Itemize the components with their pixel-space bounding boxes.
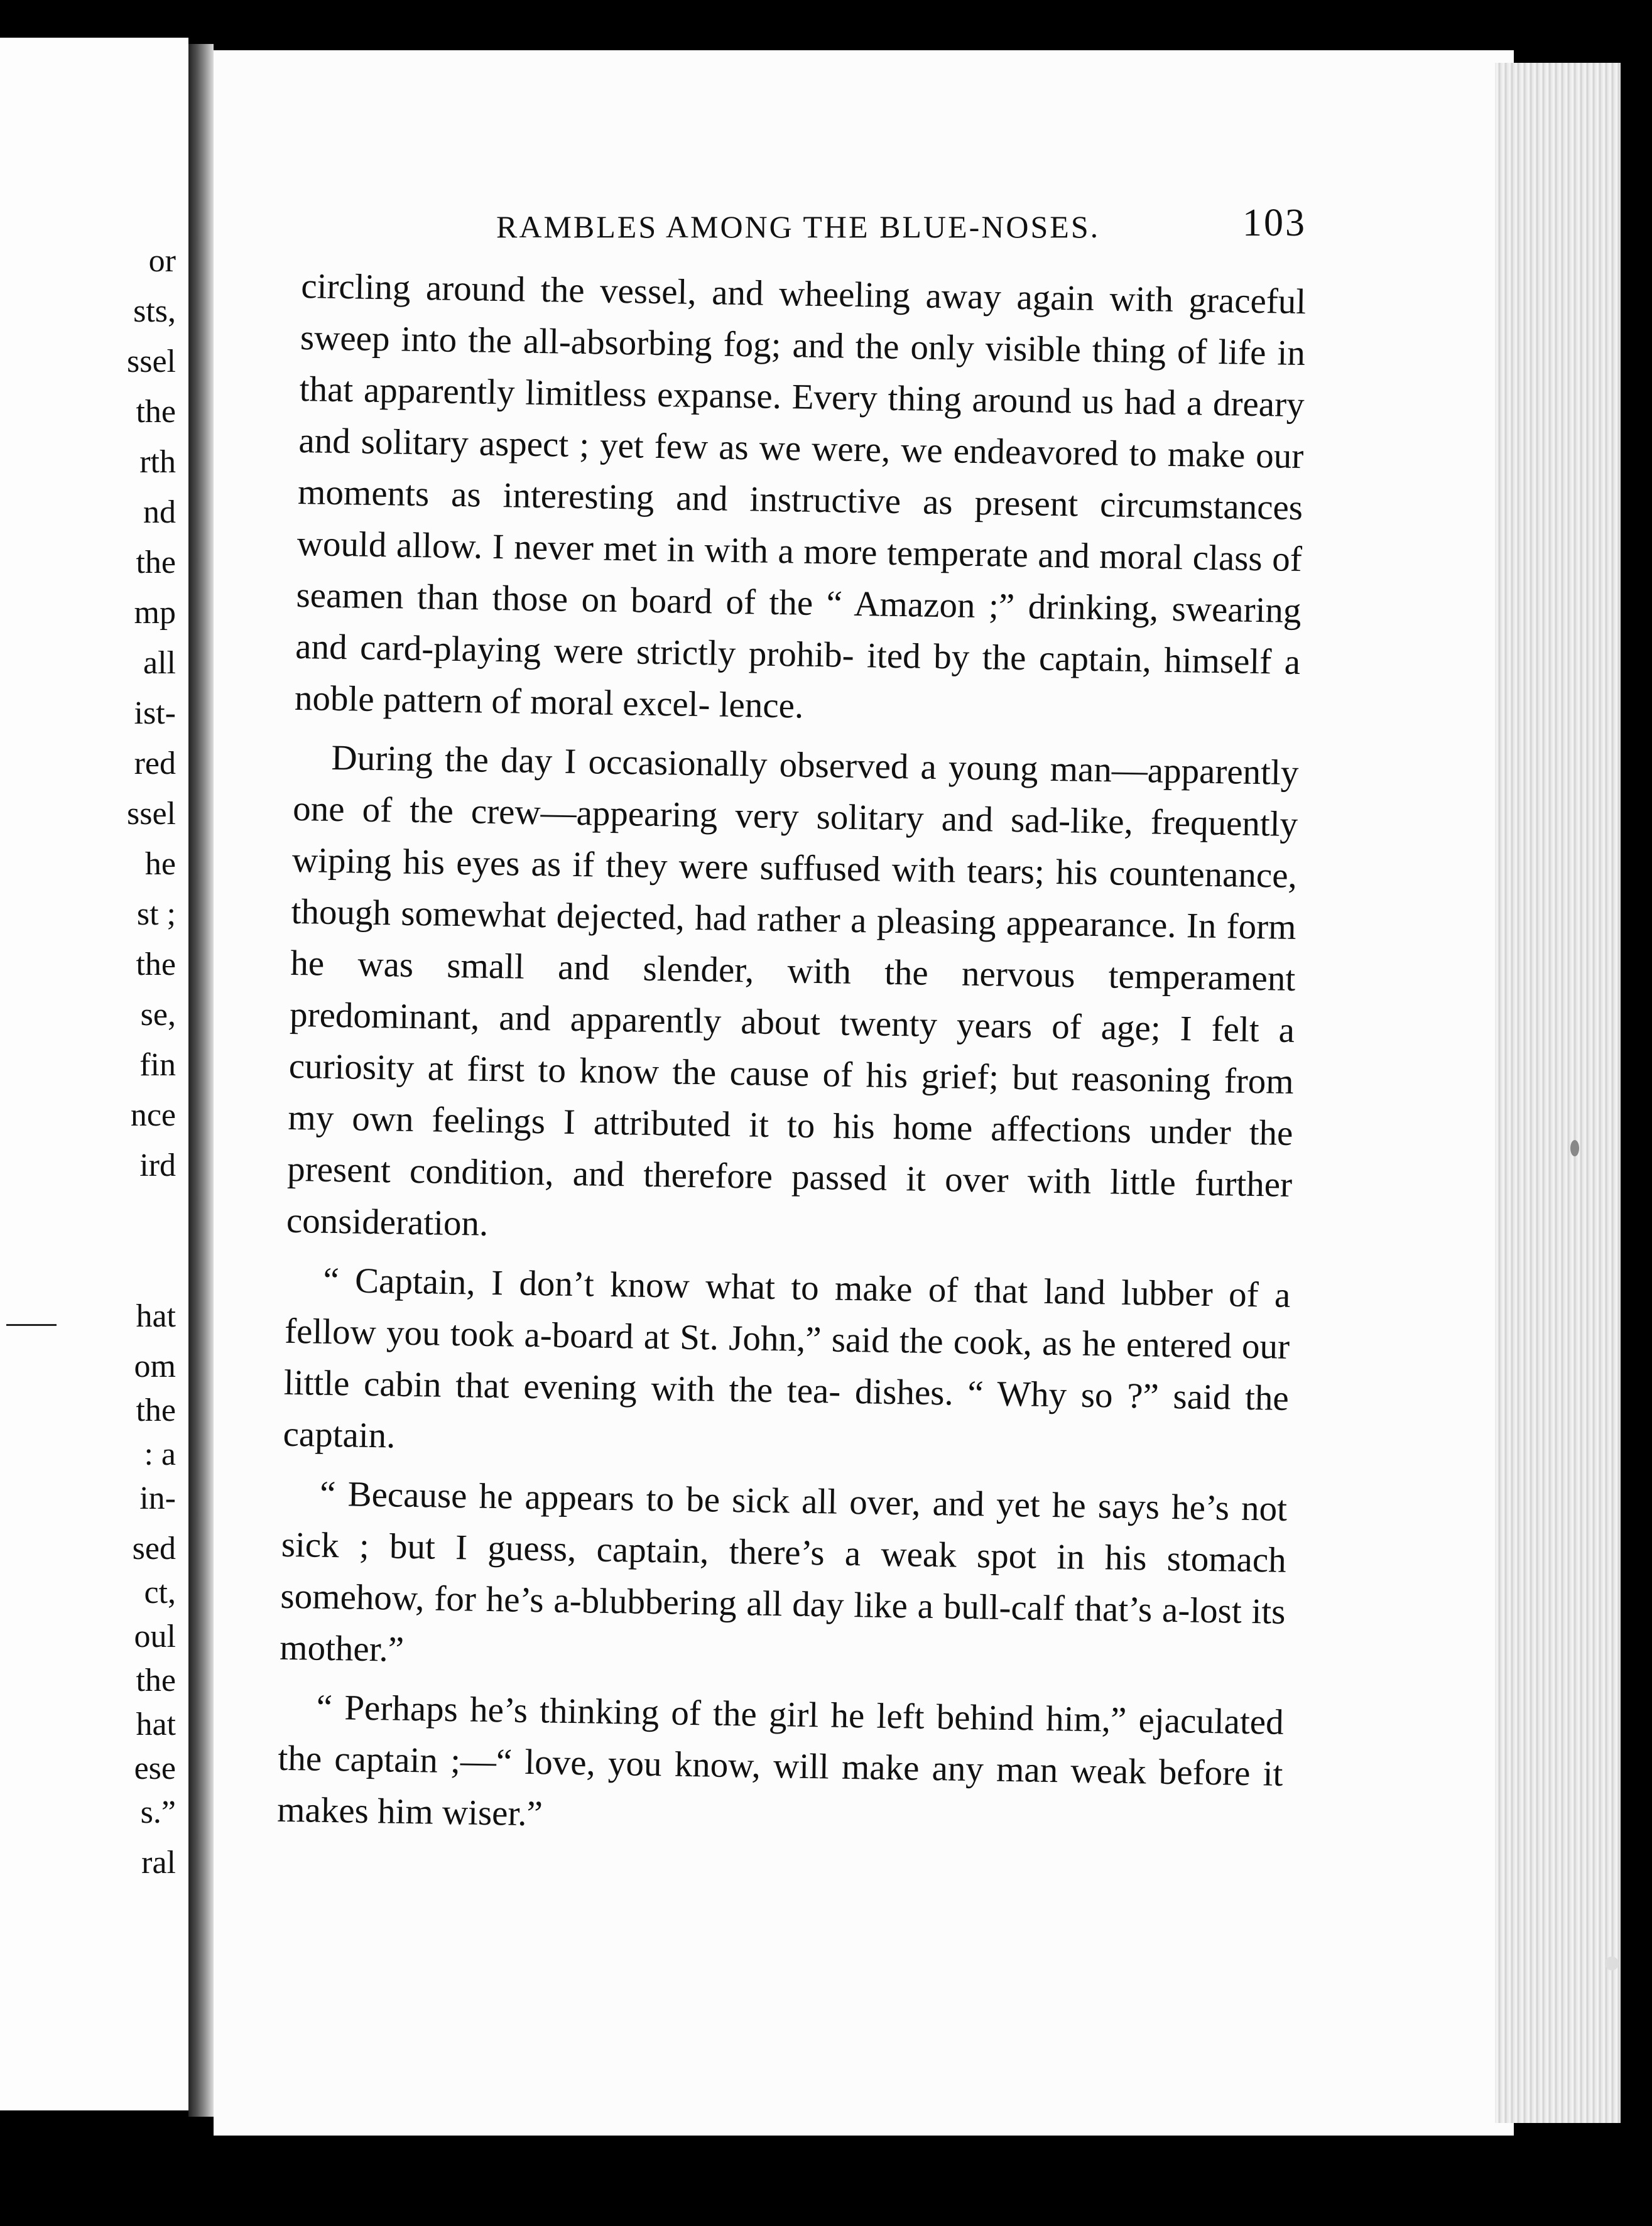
left-page-line-fragment: : a <box>144 1436 176 1472</box>
left-page-line-fragment: ssel <box>127 344 176 379</box>
left-page-line-fragment: ese <box>134 1751 176 1786</box>
page-edges <box>1495 63 1621 2123</box>
running-title: RAMBLES AMONG THE BLUE-NOSES. <box>496 209 1100 244</box>
left-page-line-fragment: ral <box>141 1845 176 1881</box>
paragraph: “ Perhaps he’s thinking of the girl he left behind him,” ejaculated the captain ;—“ love, you know, will make any man weak before it makes him wiser.” <box>276 1687 1285 1834</box>
left-page-line-fragment: ist- <box>134 695 176 731</box>
page-header <box>496 201 1307 258</box>
page-number: 103 <box>1242 202 1307 244</box>
left-page-line-fragment: the <box>136 947 176 982</box>
left-page-line-fragment: he <box>144 846 176 882</box>
left-page-line-fragment: ct, <box>144 1575 176 1610</box>
left-page-line-fragment: red <box>134 746 176 781</box>
section-divider <box>6 1324 57 1326</box>
left-page-line-fragment: s.” <box>140 1794 176 1830</box>
left-page-line-fragment: rth <box>139 444 176 480</box>
left-page-line-fragment: nd <box>143 494 176 530</box>
left-page-line-fragment: sts, <box>133 293 176 329</box>
paragraph: circling around the vessel, and wheeling away again with graceful sweep into the all-absorbing fog; and the only visible thing of life in that apparently limitless expanse. Every thing around us had a dreary and solitary aspect ; yet few as we were, we endeavored to make our moments as interesting and instructive as present circumstances would allow. I never met in with a more temperate and moral class of seamen than those on board of the “ Amazon ;” drinking, swearing and card-playing were strictly prohib- ited by the captain, himself a noble pattern of moral excel- lence. <box>294 266 1307 726</box>
left-page-line-fragment: the <box>136 1663 176 1698</box>
left-page-line-fragment: or <box>148 243 176 279</box>
paragraph: “ Because he appears to be sick all over, and yet he says he’s not sick ; but I guess, captain, there’s a weak spot in his stomach somehow, for he’s a-blubbering all day like a bull-calf that’s a-lost its mother.” <box>279 1474 1288 1670</box>
left-page-line-fragment: fin <box>139 1047 176 1083</box>
left-page-line-fragment: om <box>134 1349 176 1384</box>
scan-speck <box>1605 1957 1619 1970</box>
left-page-line-fragment: oul <box>134 1619 176 1654</box>
left-page-line-fragment: in- <box>139 1480 176 1516</box>
left-page-line-fragment: st ; <box>136 896 176 932</box>
left-page-line-fragment: se, <box>140 997 176 1033</box>
left-page-line-fragment: the <box>136 394 176 430</box>
left-page-line-fragment: hat <box>136 1707 176 1742</box>
page-body <box>276 261 1306 1859</box>
left-page-line-fragment: ssel <box>127 796 176 832</box>
left-page-line-fragment: ird <box>139 1148 176 1183</box>
left-page-line-fragment: all <box>143 645 176 681</box>
left-page-line-fragment: hat <box>136 1298 176 1334</box>
scan-speck <box>1570 1140 1579 1156</box>
paragraph: During the day I occasionally observed a young man—apparently one of the crew—appearing very solitary and sad-like, frequently wiping his eyes as if they were suffused with tears; his countenance, though somewhat dejected, had rather a pleasing appearance. In form he was small and slender, with the nervous temperament predominant, and apparently about twenty years of age; I felt a curiosity at first to know the cause of his grief; but reasoning from my own feelings I attributed it to his home affections under the present condition, and therefore passed it over with little further consideration. <box>286 737 1299 1244</box>
book-gutter <box>188 44 214 2117</box>
left-page-line-fragment: sed <box>132 1531 176 1566</box>
left-page-line-fragment: the <box>136 1393 176 1428</box>
left-page-line-fragment: mp <box>134 595 176 631</box>
left-page-line-fragment: the <box>136 545 176 580</box>
previous-page-fragment <box>0 38 188 2110</box>
left-page-line-fragment: nce <box>130 1097 176 1133</box>
paragraph: “ Captain, I don’t know what to make of that land lubber of a fellow you took a-board at St. John,” said the cook, as he entered our little cabin that evening with the tea- dishes. “ Why so ?” said the captain. <box>283 1260 1291 1456</box>
